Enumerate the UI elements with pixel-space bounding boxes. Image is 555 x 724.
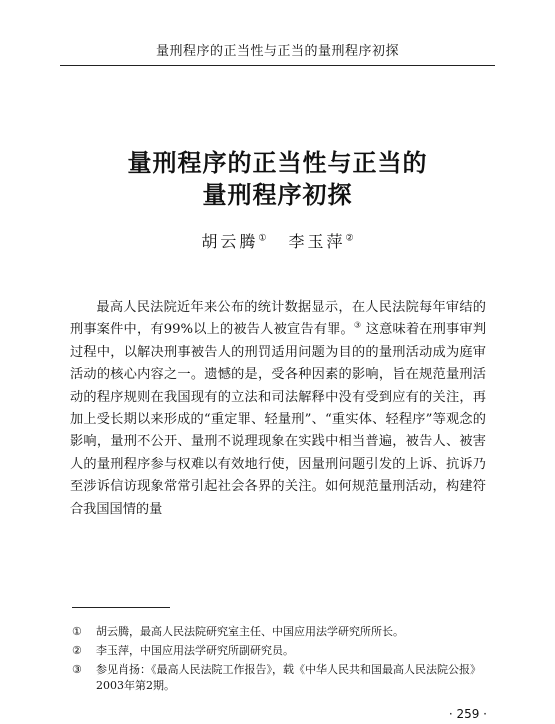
article-title-line-1: 量刑程序的正当性与正当的 xyxy=(127,148,428,177)
footnote-item xyxy=(72,643,486,659)
footnote-text: 胡云腾，最高人民法院研究室主任、中国应用法学研究所所长。 xyxy=(96,625,404,638)
article-title-line-2: 量刑程序初探 xyxy=(202,180,353,209)
footnote-mark: ① xyxy=(72,625,82,638)
footnote-mark: ② xyxy=(72,644,82,657)
footnote-item xyxy=(72,662,486,694)
author-footnote-mark: ② xyxy=(345,233,354,244)
footnote-item xyxy=(72,624,486,640)
body-text-part-2: 这意味着在刑事审判过程中，以解决刑事被告人的刑罚适用问题为目的的量刑活动成为庭审活动的核心内容之一。遗憾的是，受各种因素的影响，旨在规范量刑活动的程序规则在我国现有的立法和司法解释中没有受到应有的关注，再加上受长期以来形成的“重定罪、轻量刑”、“重实体、轻程序”等观念的影响，量刑不公开、量刑不说理现象在实践中相当普遍，被告人、被害人的量刑程序参与权难以有效地行使，因量刑问题引发的上诉、抗诉乃至涉诉信访现象常常引起社会各界的关注。如何规范量刑活动，构建符合我国国情的量 xyxy=(70,322,487,517)
footnote-text: 李玉萍，中国应用法学研究所副研究员。 xyxy=(96,644,294,657)
body-text-part-1: 最高人民法院近年来公布的统计数据显示，在人民法院每年审结的刑事案件中，有99%以上的被告人被宣告有罪。 xyxy=(70,300,486,338)
page-number: · 259 · xyxy=(448,707,487,721)
author-name: 胡云腾 xyxy=(201,232,259,251)
footnotes xyxy=(72,624,486,697)
running-head: 量刑程序的正当性与正当的量刑程序初探 xyxy=(60,40,495,66)
footnote-mark: ③ xyxy=(72,663,82,676)
footnote-divider xyxy=(72,607,170,608)
footnote-text: 参见肖扬：《最高人民法院工作报告》，载《中华人民共和国最高人民法院公报》2003年第2期。 xyxy=(96,663,481,692)
author-footnote-mark: ① xyxy=(258,233,267,244)
footnote-reference: ③ xyxy=(353,321,362,331)
author-name: 李玉萍 xyxy=(288,232,346,251)
author-line xyxy=(0,229,555,252)
body-paragraph xyxy=(70,297,486,521)
